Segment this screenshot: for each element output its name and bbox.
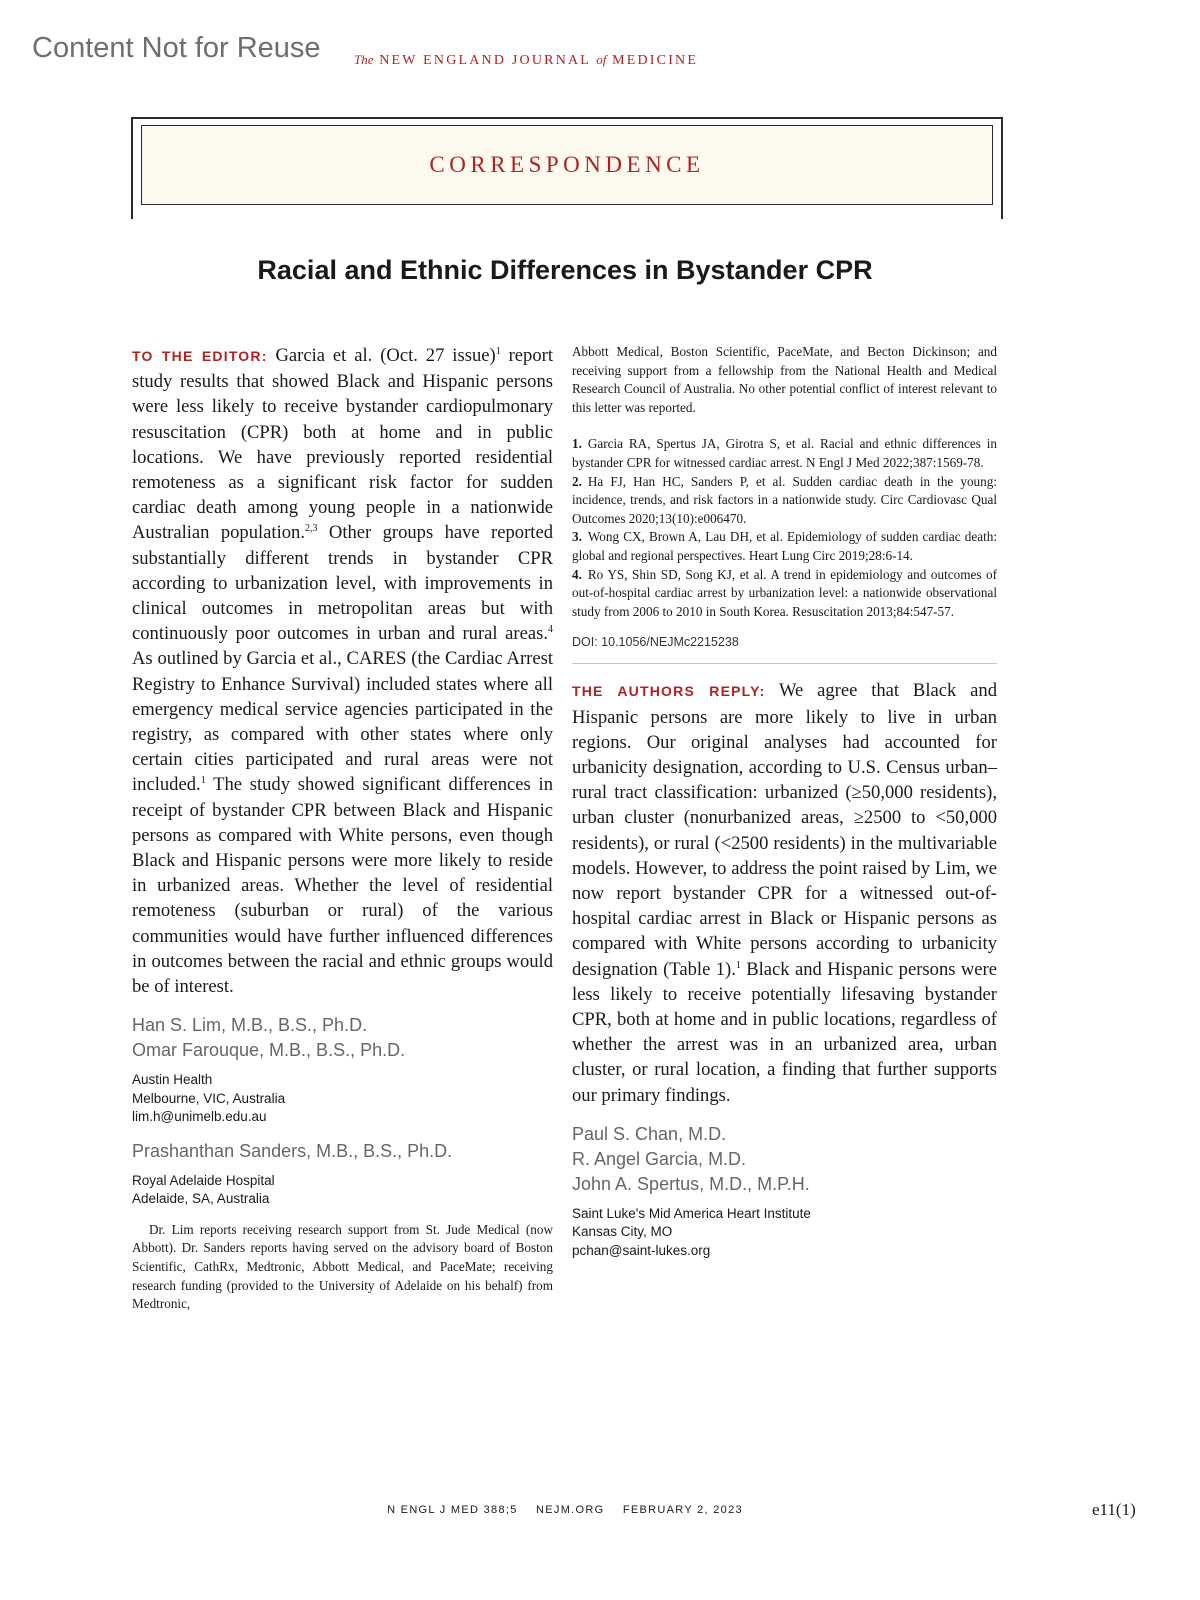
citation-superscript: 1	[735, 959, 741, 971]
journal-name-the: The	[354, 52, 374, 67]
affiliation-line: Royal Adelaide Hospital	[132, 1172, 275, 1188]
letter-text-2: report study results that showed Black and Hispanic persons were less likely to receive bystander cardiopulmonary resuscitation (CPR) both at home and in public locations. We have previously reported residential remoteness as a significant risk factor for sudden cardiac death among young people in a nationwide Australian population.	[132, 345, 553, 544]
affiliation-line: Melbourne, VIC, Australia	[132, 1090, 286, 1106]
journal-name-part2: MEDICINE	[612, 53, 699, 68]
footer-citation: N ENGL J MED 388;5	[387, 1504, 518, 1516]
reference-number: 2.	[572, 473, 582, 489]
left-column	[132, 343, 553, 1314]
page-number: e11(1)	[1092, 1500, 1136, 1519]
author-email: lim.h@unimelb.edu.au	[132, 1109, 267, 1125]
reference-number: 1.	[572, 436, 582, 452]
citation-superscript: 1	[495, 345, 501, 357]
reference-number: 4.	[572, 566, 582, 582]
journal-name-part1: NEW ENGLAND JOURNAL	[379, 53, 591, 68]
reference-item	[572, 473, 997, 529]
author-name: R. Angel Garcia, M.D.	[572, 1148, 747, 1169]
reference-text: Ha FJ, Han HC, Sanders P, et al. Sudden cardiac death in the young: incidence, trends, and risk factors in a nationwide study. Circ Cardiovasc Qual Outcomes 2020;13(10):e006470.	[572, 473, 997, 526]
affiliation-line: Adelaide, SA, Australia	[132, 1191, 270, 1207]
reply-text-2: Black and Hispanic persons were less likely to receive potentially lifesaving bystander CPR, both at home and in public locations, regardless of whether the arrest was in an urbanized area, urban cluster, or rural location, a finding that further supports our primary findings.	[572, 958, 997, 1106]
doi-link[interactable]: DOI: 10.1056/NEJMc2215238	[572, 635, 739, 650]
section-banner-box	[141, 125, 993, 205]
letter-text-5: The study showed significant differences in receipt of bystander CPR between Black and Hispanic persons as compared with White persons, even though Black and Hispanic persons were more likely to reside in urbanized areas. Whether the level of residential remoteness (suburban or rural) of the various communities would have further influenced differences in outcomes between the racial and ethnic groups would be of interest.	[132, 774, 553, 998]
reference-item	[572, 435, 997, 472]
page-footer	[0, 1504, 1130, 1516]
section-banner	[131, 117, 1003, 219]
author-name: Prashanthan Sanders, M.B., B.S., Ph.D.	[132, 1140, 453, 1161]
reference-text: Wong CX, Brown A, Lau DH, et al. Epidemiology of sudden cardiac death: global and regional perspectives. Heart Lung Circ 2019;28:6-14.	[572, 529, 997, 563]
disclosure-text-right: Abbott Medical, Boston Scientific, PaceMate, and Becton Dickinson; and receiving support from a fellowship from the National Health and Medical Research Council of Australia. No other potential conflict of interest relevant to this letter was reported.	[572, 344, 997, 415]
author-name: Omar Farouque, M.B., B.S., Ph.D.	[132, 1040, 406, 1061]
letter-text-1: Garcia et al. (Oct. 27 issue)	[267, 345, 496, 366]
author-name: Han S. Lim, M.B., B.S., Ph.D.	[132, 1015, 368, 1036]
affiliation-line: Kansas City, MO	[572, 1224, 673, 1240]
affiliation-line: Austin Health	[132, 1072, 213, 1088]
citation-superscript: 2,3	[305, 523, 318, 535]
letter-body	[132, 343, 553, 999]
reference-item	[572, 566, 997, 622]
disclosure-text-left: Dr. Lim reports receiving research support from St. Jude Medical (now Abbott). Dr. Sanders reports having served on the advisory board of Boston Scientific, CathRx, Medtronic, Abbott Medical, and PaceMate; receiving research funding (provided to the University of Adelaide on his behalf) from Medtronic,	[132, 1221, 553, 1312]
reference-text: Garcia RA, Spertus JA, Girotra S, et al. Racial and ethnic differences in bystander CPR for witnessed cardiac arrest. N Engl J Med 2022;387:1569-78.	[572, 436, 997, 470]
section-label: CORRESPONDENCE	[429, 152, 705, 177]
letter-text-3: Other groups have reported substantially different trends in bystander CPR according to urbanization level, with improvements in clinical outcomes in metropolitan areas but with continuously poor outcomes in urban and rural areas.	[132, 522, 553, 645]
letter-authors-group-2	[132, 1139, 553, 1209]
citation-superscript: 4	[548, 624, 553, 636]
journal-name	[354, 52, 698, 69]
author-email: pchan@saint-lukes.org	[572, 1242, 711, 1258]
reply-lead: THE AUTHORS REPLY:	[572, 683, 766, 700]
affiliation-line: Saint Luke's Mid America Heart Institute	[572, 1205, 811, 1221]
right-column	[572, 343, 997, 1260]
letter-lead: TO THE EDITOR:	[132, 348, 268, 364]
article-title: Racial and Ethnic Differences in Bystander CPR	[257, 255, 873, 285]
reply-body	[572, 678, 997, 1107]
author-name: John A. Spertus, M.D., M.P.H.	[572, 1173, 810, 1194]
letter-text-4: As outlined by Garcia et al., CARES (the Cardiac Arrest Registry to Enhance Survival) included states where all emergency medical service agencies participated in the registry, as compared with other states where only certain cities participated and rural areas were not included.	[132, 648, 553, 796]
reply-text-1: We agree that Black and Hispanic persons are more likely to live in urban regions. Our original analyses had accounted for urbanicity designation, according to U.S. Census urban–rural tract classification: urbanized (≥50,000 residents), urban cluster (nonurbanized areas, ≥2500 to <50,000 residents), or rural (<2500 residents) in the multivariable models. However, to address the point raised by Lim, we now report bystander CPR for a witnessed out-of-hospital cardiac arrest in Black or Hispanic persons as compared with White persons according to urbanicity designation (Table 1).	[572, 680, 997, 980]
reference-list	[572, 435, 997, 621]
citation-superscript: 1	[200, 775, 206, 787]
author-name: Paul S. Chan, M.D.	[572, 1123, 727, 1144]
reference-number: 3.	[572, 529, 582, 545]
letter-authors-group-1	[132, 1013, 553, 1127]
reference-text: Ro YS, Shin SD, Song KJ, et al. A trend in epidemiology and outcomes of out-of-hospital cardiac arrest by urbanization level: a nationwide observational study from 2006 to 2010 in South Korea. Resuscitation 2013;84:547-57.	[572, 566, 997, 619]
footer-site: NEJM.ORG	[536, 1504, 605, 1516]
watermark-text: Content Not for Reuse	[32, 32, 321, 64]
reply-authors-group	[572, 1122, 997, 1261]
section-divider	[572, 663, 997, 664]
reference-item	[572, 528, 997, 565]
journal-name-of: of	[596, 52, 607, 67]
footer-date: FEBRUARY 2, 2023	[622, 1504, 743, 1516]
